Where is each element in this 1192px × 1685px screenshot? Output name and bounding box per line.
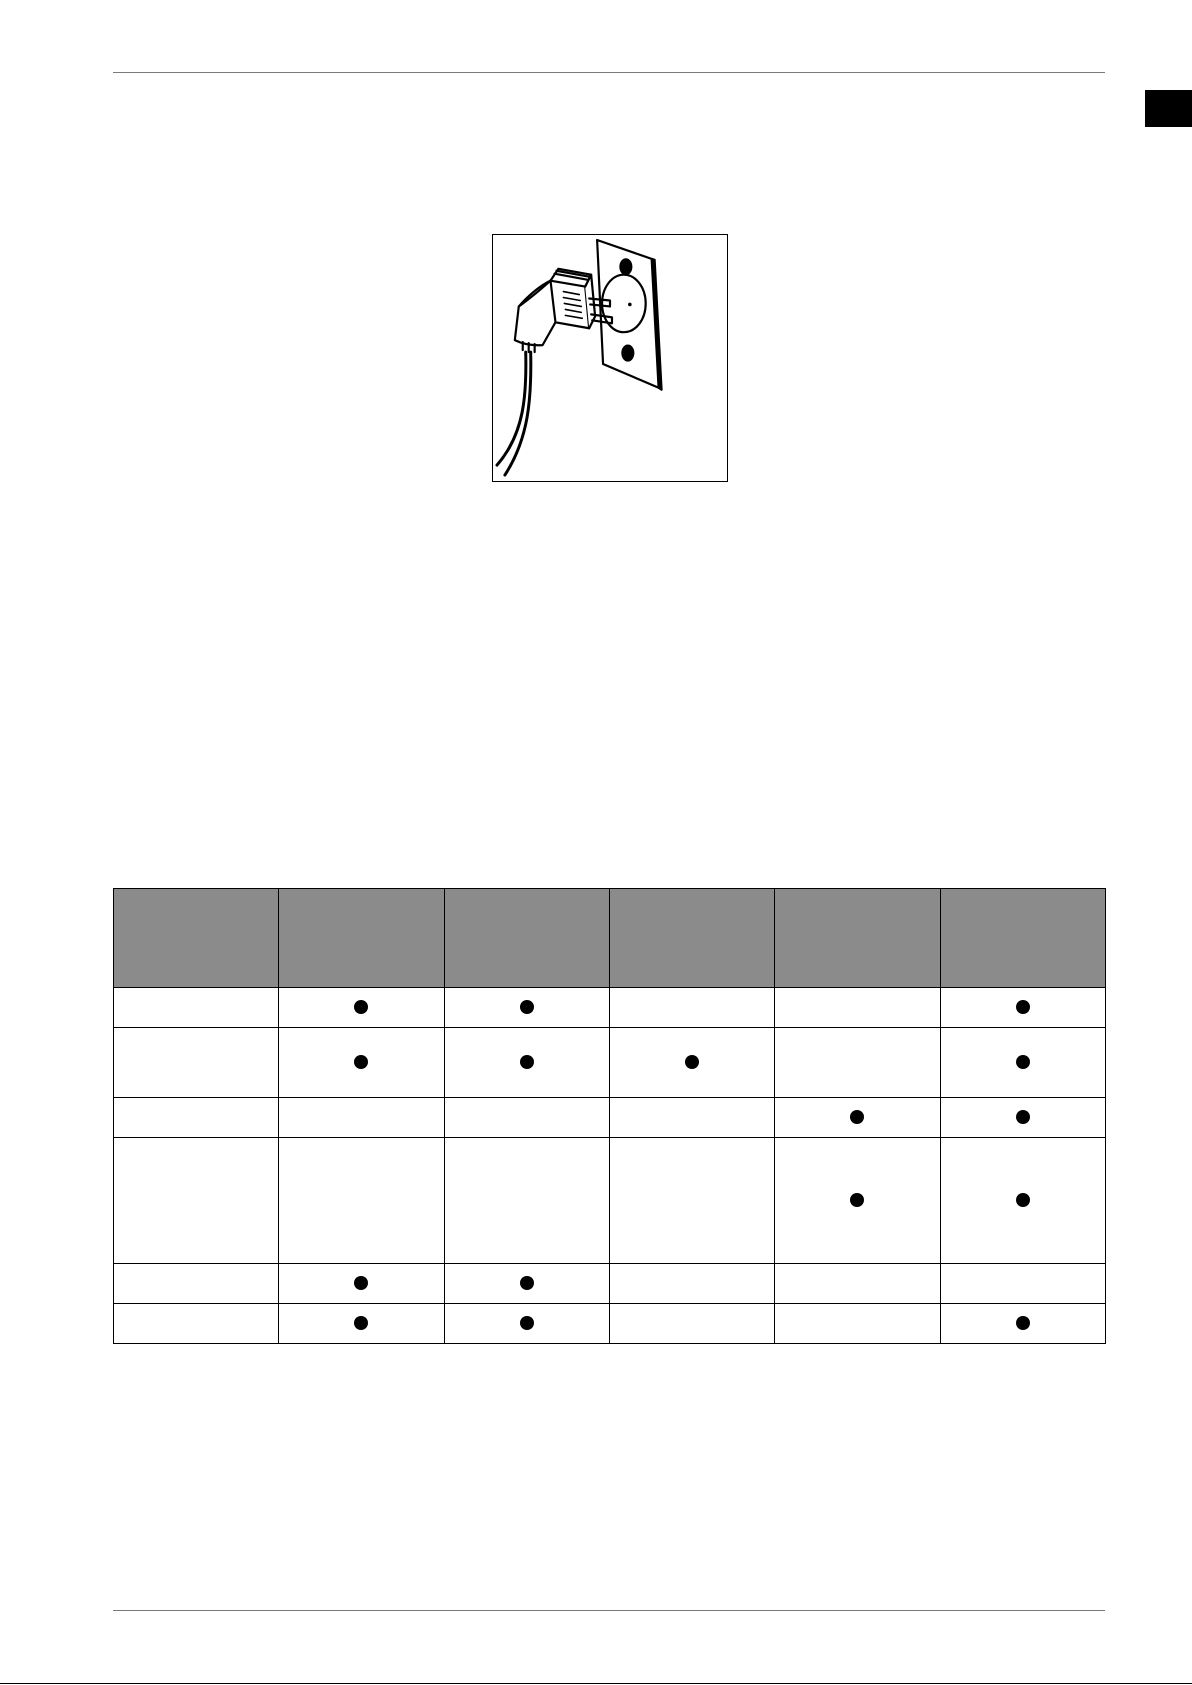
mark-cell: [940, 1264, 1105, 1304]
filled-dot-icon: [1016, 1055, 1030, 1069]
mark-cell: [609, 1264, 774, 1304]
mark-cell: [940, 1138, 1105, 1264]
filled-dot-icon: [1016, 1316, 1030, 1330]
mark-cell: [444, 1304, 609, 1344]
mark-cell: [279, 1264, 444, 1304]
filled-dot-icon: [685, 1055, 699, 1069]
filled-dot-icon: [850, 1110, 864, 1124]
mark-cell: [940, 1304, 1105, 1344]
row-label-cell: [114, 1304, 279, 1344]
filled-dot-icon: [520, 1276, 534, 1290]
row-label-cell: [114, 1264, 279, 1304]
table-row: [114, 1264, 1106, 1304]
filled-dot-icon: [354, 1276, 368, 1290]
section-tab: [1145, 90, 1192, 127]
table-row: [114, 1304, 1106, 1344]
filled-dot-icon: [520, 1055, 534, 1069]
header-cell: [940, 889, 1105, 988]
mark-cell: [775, 1304, 940, 1344]
filled-dot-icon: [520, 1000, 534, 1014]
filled-dot-icon: [850, 1193, 864, 1207]
mark-cell: [444, 1028, 609, 1098]
mark-cell: [444, 1098, 609, 1138]
header-cell: [444, 889, 609, 988]
page-bottom-edge: [0, 1683, 1192, 1684]
mark-cell: [940, 1028, 1105, 1098]
mark-cell: [279, 988, 444, 1028]
mark-cell: [775, 1098, 940, 1138]
mark-cell: [444, 988, 609, 1028]
filled-dot-icon: [354, 1055, 368, 1069]
row-label-cell: [114, 1138, 279, 1264]
filled-dot-icon: [1016, 1110, 1030, 1124]
mark-cell: [775, 1138, 940, 1264]
header-cell: [279, 889, 444, 988]
mark-cell: [775, 1264, 940, 1304]
table-row: [114, 1028, 1106, 1098]
mark-cell: [279, 1028, 444, 1098]
filled-dot-icon: [1016, 1193, 1030, 1207]
row-label-cell: [114, 1098, 279, 1138]
filled-dot-icon: [354, 1316, 368, 1330]
mark-cell: [444, 1264, 609, 1304]
plug-socket-illustration: [492, 234, 728, 482]
row-label-cell: [114, 988, 279, 1028]
mark-cell: [609, 1138, 774, 1264]
table-row: [114, 988, 1106, 1028]
mark-cell: [444, 1138, 609, 1264]
header-cell: [775, 889, 940, 988]
mark-cell: [609, 988, 774, 1028]
filled-dot-icon: [354, 1000, 368, 1014]
mark-cell: [940, 1098, 1105, 1138]
mark-cell: [279, 1138, 444, 1264]
header-cell: [114, 889, 279, 988]
header-rule: [113, 72, 1105, 73]
compatibility-table: [113, 888, 1106, 1344]
mark-cell: [609, 1304, 774, 1344]
mark-cell: [775, 1028, 940, 1098]
filled-dot-icon: [1016, 1000, 1030, 1014]
mark-cell: [609, 1098, 774, 1138]
table-row: [114, 1138, 1106, 1264]
header-cell: [609, 889, 774, 988]
filled-dot-icon: [520, 1316, 534, 1330]
table-header-row: [114, 889, 1106, 988]
mark-cell: [279, 1098, 444, 1138]
table-row: [114, 1098, 1106, 1138]
mark-cell: [609, 1028, 774, 1098]
mark-cell: [940, 988, 1105, 1028]
mark-cell: [775, 988, 940, 1028]
mark-cell: [279, 1304, 444, 1344]
footer-rule: [113, 1610, 1105, 1611]
row-label-cell: [114, 1028, 279, 1098]
